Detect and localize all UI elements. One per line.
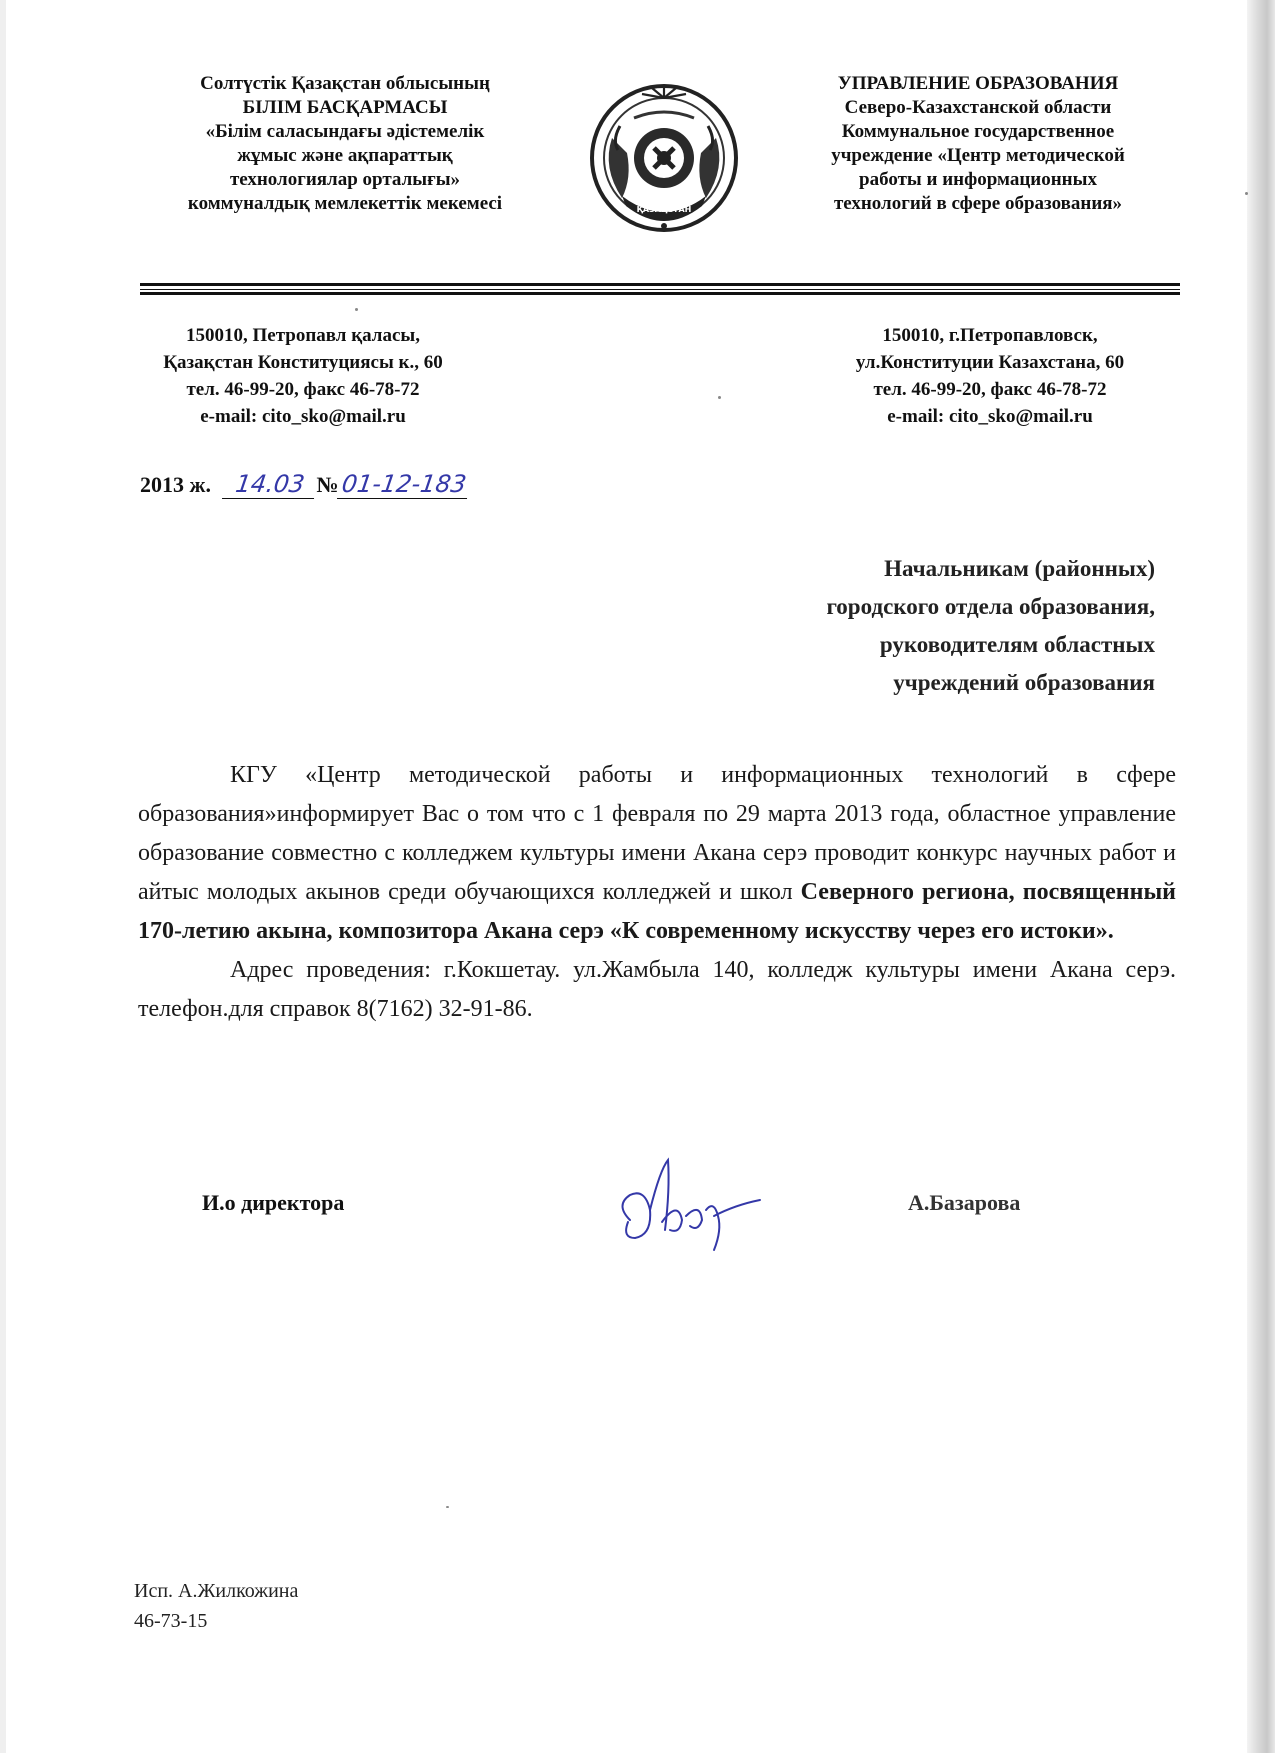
executor-name: Исп. А.Жилкожина xyxy=(134,1580,299,1602)
recipient-line: Начальникам (районных) xyxy=(884,556,1155,581)
header-divider xyxy=(140,292,1180,295)
address-right-line: 150010, г.Петропавловск, xyxy=(882,325,1098,346)
address-right-line: ул.Конституции Казахстана, 60 xyxy=(855,352,1125,373)
header-kazakh xyxy=(140,72,550,216)
handwritten-signature xyxy=(610,1150,780,1260)
scan-speck xyxy=(718,396,721,399)
reference-number: 01-12-183 xyxy=(337,470,471,499)
header-right-line: Коммунальное государственное xyxy=(841,121,1115,142)
signatory-name: А.Базарова xyxy=(908,1190,1021,1215)
address-left-line: тел. 46-99-20, факс 46-78-72 xyxy=(186,379,420,400)
address-left-line: Қазақстан Конституциясы к., 60 xyxy=(163,352,443,373)
recipient-line: городского отдела образования, xyxy=(826,594,1155,619)
header-right-line: Северо-Казахстанской области xyxy=(844,97,1112,118)
address-left-line: 150010, Петропавл қаласы, xyxy=(185,325,420,346)
address-right-line: e-mail: cito_sko@mail.ru xyxy=(887,406,1093,427)
header-left-line: БІЛІМ БАСҚАРМАСЫ xyxy=(242,97,448,118)
body-paragraph-bold: Северного региона, посвященный 170-летию акына, композитора Акана серэ «К современному искусству через его истоки». xyxy=(138,879,1177,944)
scan-speck xyxy=(446,1506,449,1508)
header-left-line: «Білім саласындағы әдістемелік xyxy=(205,121,485,142)
header-left-line: Солтүстік Қазақстан облысының xyxy=(200,73,490,94)
header-divider xyxy=(140,283,1180,286)
address-kazakh xyxy=(118,322,488,430)
scan-border-left xyxy=(0,0,6,1753)
header-left-line: коммуналдық мемлекеттік мекемесі xyxy=(187,193,503,214)
emblem-text: ҚАЗАҚСТАН xyxy=(636,205,692,214)
address-left-line: e-mail: cito_sko@mail.ru xyxy=(200,406,406,427)
reference-year: 2013 ж. xyxy=(140,472,211,497)
header-left-line: технологиялар орталығы» xyxy=(229,169,461,190)
body-paragraph: Адрес проведения: г.Кокшетау. ул.Жамбыла 140, колледж культуры имени Акана серэ. телефон.для справок 8(7162) 32-91-86. xyxy=(138,957,1176,1022)
state-emblem-icon xyxy=(582,78,747,238)
recipient-line: учреждений образования xyxy=(893,670,1155,695)
recipient-block xyxy=(740,550,1155,702)
recipient-line: руководителям областных xyxy=(879,632,1155,657)
header-right-line: УПРАВЛЕНИЕ ОБРАЗОВАНИЯ xyxy=(837,73,1119,94)
header-divider-thin xyxy=(140,289,1180,290)
header-left-line: жұмыс және ақпараттық xyxy=(237,145,453,166)
header-right-line: технологий в сфере образования» xyxy=(833,193,1123,214)
header-russian xyxy=(778,72,1178,216)
executor-phone: 46-73-15 xyxy=(134,1610,208,1632)
body-paragraph xyxy=(138,756,1176,951)
scan-speck xyxy=(1245,192,1248,195)
executor-block xyxy=(134,1576,298,1636)
signatory-title: И.о директора xyxy=(202,1190,345,1215)
header-right-line: учреждение «Центр методической xyxy=(831,145,1125,166)
scan-border-right xyxy=(1247,0,1275,1753)
reference-date: 14.03 xyxy=(222,470,318,499)
letter-body xyxy=(138,756,1176,1029)
address-right-line: тел. 46-99-20, факс 46-78-72 xyxy=(873,379,1107,400)
address-russian xyxy=(800,322,1180,430)
body-paragraph-text: КГУ «Центр методической работы и информационных технологий в сфере образования»информирует Вас о том что с 1 февраля по 29 марта 2013 года, областное управление образование совместно с колледжем культуры имени Акана серэ проводит конкурс научных работ и айтыс молодых акынов среди обучающихся колледжей и школ xyxy=(138,762,1176,905)
reference-number-label: № xyxy=(316,472,339,497)
header-right-line: работы и информационных xyxy=(859,169,1097,190)
reference-line xyxy=(140,470,469,499)
scan-speck xyxy=(355,308,358,311)
